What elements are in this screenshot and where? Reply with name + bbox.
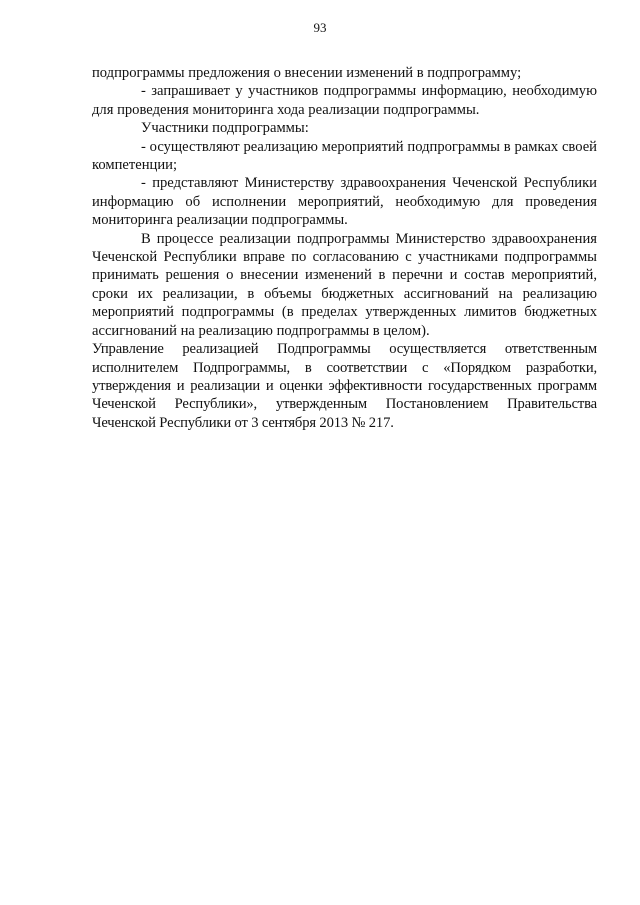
document-body xyxy=(92,64,597,432)
paragraph-management: Управление реализацией Подпрограммы осуществляется ответственным исполнителем Подпрограммы, в соответствии с «Порядком разработки, утверждения и реализации и оценки эффективности государственных программ Чеченской Республики», утвержденным Постановлением Правительства Чеченской Республики от 3 сентября 2013 № 217. xyxy=(92,341,597,431)
paragraph-ministry-decisions: В процессе реализации подпрограммы Министерство здравоохранения Чеченской Республики вправе по согласованию с участниками подпрограммы принимать решения о внесении изменений в перечни и состав мероприятий, сроки их реализации, в объемы бюджетных ассигнований на реализацию мероприятий подпрограммы (в пределах утвержденных лимитов бюджетных ассигнований на реализацию подпрограммы в целом). xyxy=(92,230,597,339)
paragraph-request-info: - запрашивает у участников подпрограммы информацию, необходимую для проведения мониторинга хода реализации подпрограммы. xyxy=(92,83,597,118)
paragraph-implement-activities: - осуществляют реализацию мероприятий подпрограммы в рамках своей компетенции; xyxy=(92,138,597,174)
page-number: 93 xyxy=(313,20,327,35)
paragraph-participants-heading: Участники подпрограммы: xyxy=(141,120,309,137)
paragraph-continuation: подпрограммы предложения о внесении изменений в подпрограмму; xyxy=(92,65,522,81)
paragraph-submit-info: - представляют Министерству здравоохранения Чеченской Республики информацию об исполнении мероприятий, необходимую для проведения мониторинга реализации подпрограммы. xyxy=(92,175,597,229)
